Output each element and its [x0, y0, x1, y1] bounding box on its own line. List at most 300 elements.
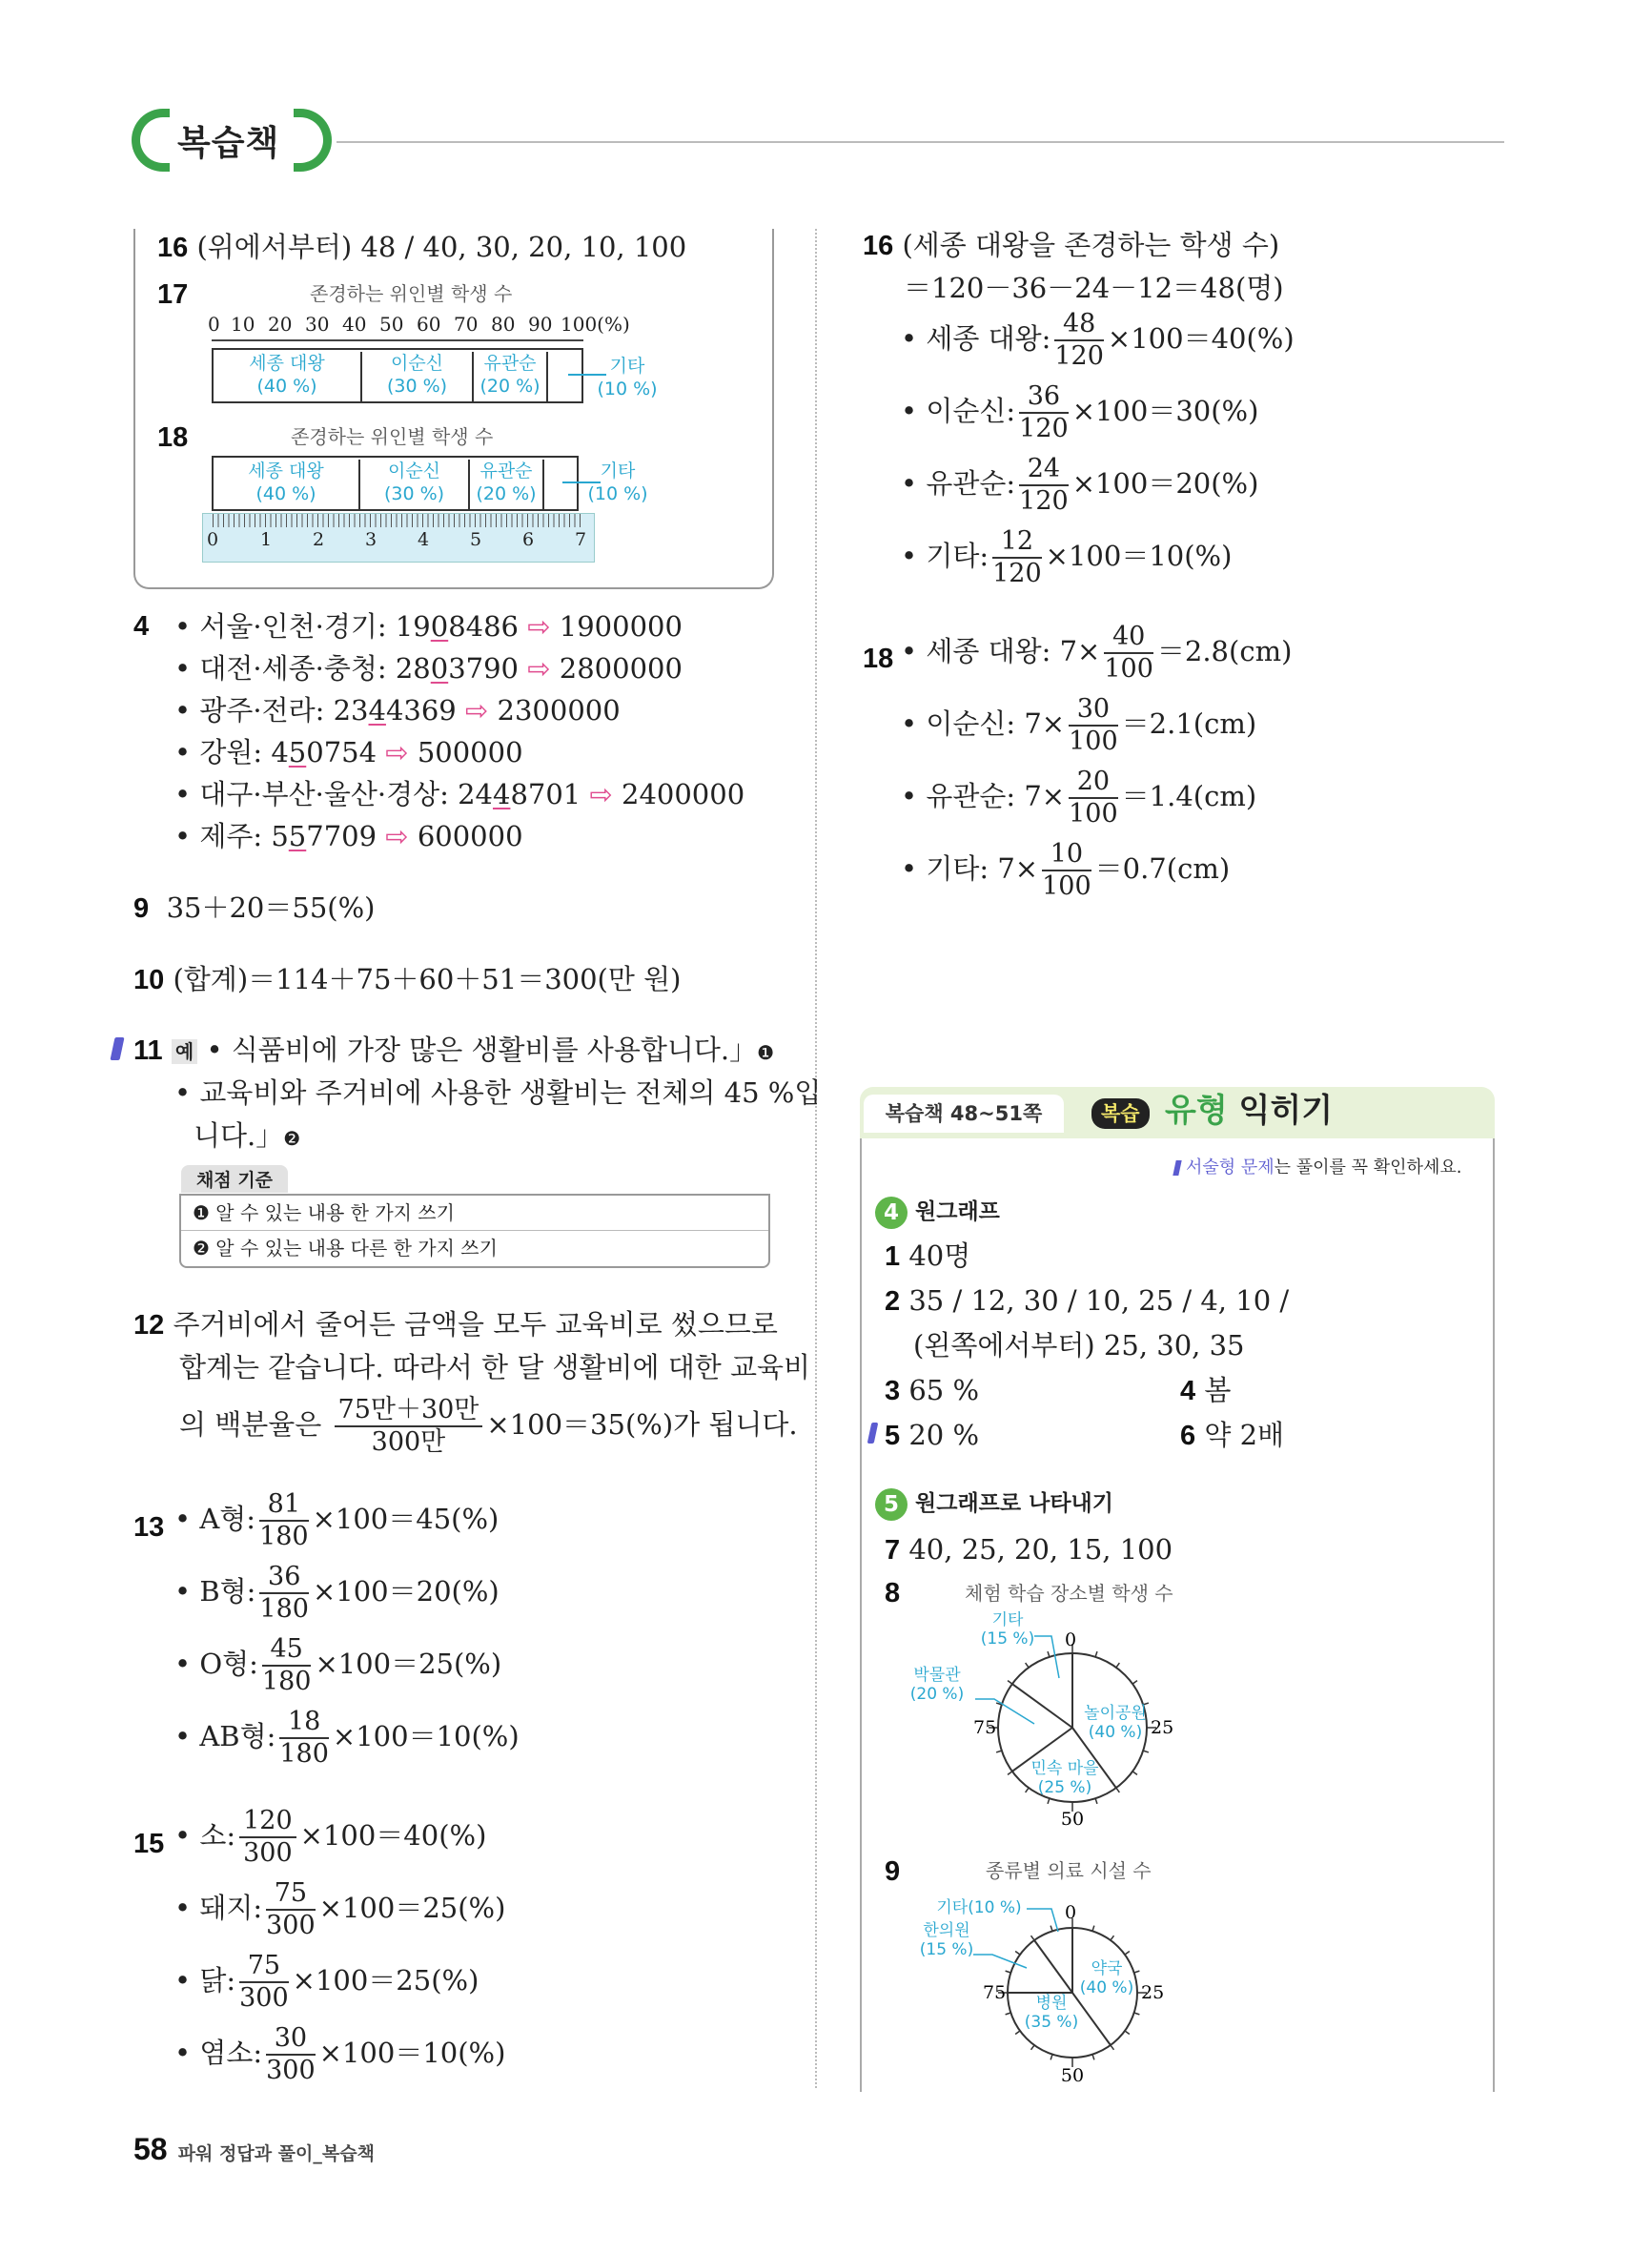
fraction-denominator: 100: [1069, 799, 1118, 829]
q4-item-result: 600000: [417, 820, 523, 852]
fraction-denominator: 100: [1069, 727, 1118, 756]
q4-item: [174, 776, 744, 818]
slice-name: 민속 마을: [1030, 1759, 1099, 1778]
r16-item: [901, 454, 1295, 526]
section-number-badge: 5: [875, 1488, 908, 1521]
q9-number: 9: [133, 893, 150, 924]
fraction-denominator: 120: [992, 559, 1042, 588]
segment-pct: (40 %): [255, 483, 316, 504]
q12-text-3-pre: 의 백분율은: [179, 1408, 322, 1441]
q4-item-result: 2400000: [622, 778, 745, 810]
ruler-label: 2: [313, 529, 325, 550]
item-fraction: [239, 1806, 296, 1869]
q4-item-result: 500000: [417, 736, 523, 768]
scale-label: 40: [342, 313, 367, 336]
q13-item: [174, 1634, 520, 1707]
tick-label-bottom: 50: [1060, 2065, 1085, 2086]
r18-item: [901, 839, 1292, 911]
fraction-numerator: 12: [992, 526, 1042, 559]
q4-item-underlined: 4: [368, 694, 386, 727]
q17-band: [212, 348, 583, 403]
q4-item-result: 1900000: [559, 610, 683, 643]
answer-number: 2: [885, 1286, 901, 1317]
pie-tick: [1092, 1926, 1094, 1932]
q4-item-result: 2800000: [559, 652, 683, 685]
q11-text-1: • 식품비에 가장 많은 생활비를 사용합니다.」: [206, 1034, 758, 1066]
q15-list: [174, 1806, 505, 2096]
slice-name: 한의원: [923, 1921, 970, 1940]
callout-pct: (10 %): [587, 483, 648, 504]
segment-name: 이순신: [390, 353, 444, 374]
callout-name: 기타: [609, 356, 645, 377]
slice-name: 박물관: [913, 1666, 961, 1685]
answer-text: 40, 25, 20, 15, 100: [908, 1533, 1173, 1566]
item-rest: ×100＝20(%): [1071, 467, 1259, 500]
q4-item-result: 2300000: [497, 694, 621, 727]
item-fraction: [1019, 381, 1069, 444]
item-rest: ×100＝25(%): [315, 1648, 502, 1680]
r16-line1: [863, 227, 1279, 264]
criteria-title: 채점 기준: [181, 1165, 288, 1193]
q4-item-underlined: 5: [288, 736, 307, 768]
item-fraction: [262, 1634, 312, 1697]
fraction-numerator: 81: [259, 1489, 309, 1522]
fraction-numerator: 40: [1104, 622, 1153, 654]
q12-line1: [133, 1306, 778, 1343]
item-label: • O형:: [174, 1648, 258, 1680]
pie-tick: [1092, 2055, 1094, 2060]
item-rest: ×100＝30(%): [1071, 395, 1259, 427]
pie-tick: [1026, 1663, 1030, 1668]
item-fraction: [239, 1951, 289, 2014]
segment-pct: (30 %): [383, 483, 445, 504]
q4-item-pre: • 서울·인천·경기: 19: [174, 610, 431, 643]
round-arrow-icon: ⇨: [527, 610, 551, 643]
answer-text: 봄: [1204, 1374, 1232, 1406]
item-label: • AB형:: [174, 1720, 276, 1752]
note-highlight: 서술형 문제: [1186, 1157, 1275, 1178]
q4-item: [174, 692, 744, 734]
item-fraction: [1019, 454, 1069, 517]
answer-8-number: 8: [885, 1578, 901, 1608]
q12-text-1: 주거비에서 줄어든 금액을 모두 교육비로 썼으므로: [173, 1308, 778, 1341]
answer-8-title: 체험 학습 장소별 학생 수: [965, 1582, 1173, 1605]
fraction-numerator: 45: [262, 1634, 312, 1667]
fraction-numerator: 18: [279, 1707, 329, 1739]
item-fraction: [266, 1878, 316, 1941]
pie-tick: [1048, 1651, 1050, 1657]
item-label: • 유관순: 7×: [901, 780, 1066, 812]
fraction-denominator: 100: [1104, 654, 1153, 684]
q12-line3: [179, 1395, 798, 1458]
item-fraction: [259, 1489, 309, 1552]
header-right-bracket: [294, 109, 332, 172]
fraction-numerator: 36: [1019, 381, 1069, 414]
ruler-label: 5: [470, 529, 482, 550]
segment-name: 유관순: [483, 353, 537, 374]
item-rest: ×100＝20(%): [312, 1575, 500, 1608]
item-label: • 닭:: [174, 1964, 236, 1997]
column-divider: [815, 229, 817, 2088]
segment-pct: (30 %): [386, 376, 448, 397]
q13-item: [174, 1489, 520, 1562]
q18-segment-yugwansun: [470, 460, 544, 509]
q11-mark-1: ❶: [757, 1041, 775, 1064]
slice-pct: (40 %): [1079, 1978, 1134, 1997]
fraction-denominator: 180: [279, 1739, 329, 1769]
fraction-numerator: 120: [239, 1806, 296, 1838]
example-badge: 예: [172, 1039, 197, 1064]
scale-label: 0: [208, 313, 220, 336]
q12-number: 12: [133, 1310, 165, 1341]
answer-number: 6: [1180, 1421, 1196, 1451]
item-fraction: [1069, 694, 1118, 757]
fraction-denominator: 300: [239, 1983, 289, 2013]
answer-text: 35 / 12, 30 / 10, 25 / 4, 10 /: [908, 1284, 1290, 1317]
item-fraction: [1104, 622, 1153, 685]
q12-fraction: [335, 1395, 483, 1458]
answer-number: 7: [885, 1535, 901, 1566]
footer-text: 파워 정답과 풀이_복습책: [177, 2143, 375, 2164]
q4-item-pre: • 제주: 5: [174, 820, 289, 852]
header-badge: 복습책: [177, 124, 280, 163]
pie-tick: [1026, 1788, 1030, 1792]
q4-item-underlined: 5: [288, 820, 307, 852]
pie-slice-divider: [1012, 1684, 1072, 1728]
pie-slice-divider: [1034, 1940, 1072, 1993]
tick-label-right: 25: [1151, 1717, 1174, 1738]
tick-label-top: 0: [1064, 1629, 1077, 1650]
pie-tick: [1008, 1772, 1012, 1775]
round-arrow-icon: ⇨: [464, 694, 489, 727]
fraction-denominator: 100: [1042, 871, 1091, 901]
pie-tick: [996, 1751, 1002, 1752]
review-tag: 복습: [1091, 1098, 1150, 1129]
answer-9-number: 9: [885, 1856, 901, 1887]
criteria-table: [179, 1194, 770, 1268]
slice-name: 기타: [991, 1611, 1024, 1629]
q4-item-post: 8701: [510, 778, 581, 810]
fraction-numerator: 75만＋30만: [335, 1395, 483, 1427]
item-label: • 이순신:: [901, 395, 1016, 427]
item-label: • 세종 대왕: 7×: [901, 635, 1101, 667]
pie-tick: [1008, 1681, 1012, 1685]
pie-tick: [1006, 2013, 1011, 2015]
q4-item-underlined: 0: [430, 652, 449, 685]
segment-name: 세종 대왕: [248, 461, 324, 481]
r16-number: 16: [863, 231, 894, 261]
q15-item: [174, 1951, 505, 2023]
q9-line: [133, 890, 375, 927]
segment-pct: (20 %): [479, 376, 540, 397]
q4-item-post: 8486: [448, 610, 520, 643]
pie-tick: [1116, 1663, 1120, 1668]
footer: [133, 2132, 375, 2167]
item-fraction: [992, 526, 1042, 589]
answer-number: 5: [885, 1421, 901, 1451]
q4-item: [174, 608, 744, 650]
scale-label: 70: [454, 313, 479, 336]
r18-item: [901, 694, 1292, 767]
q4-item-pre: • 광주·전라: 23: [174, 694, 369, 727]
pie-tick: [1132, 1681, 1137, 1685]
tick-label-bottom: 50: [1060, 1809, 1085, 1830]
fraction-numerator: 10: [1042, 839, 1091, 871]
item-rest: ×100＝10(%): [318, 2037, 506, 2069]
r18-list: [901, 622, 1292, 911]
slice-name: 약국: [1091, 1959, 1123, 1978]
pie-chart-9: [901, 1886, 1206, 2107]
answer-number: 3: [885, 1376, 901, 1406]
pie-tick: [1048, 1798, 1050, 1804]
section4-heading: [875, 1194, 1000, 1229]
q13-item: [174, 1562, 520, 1634]
review-title-b: 익히기: [1238, 1092, 1334, 1130]
item-label: • 유관순:: [901, 467, 1016, 500]
item-label: • 기타: 7×: [901, 852, 1039, 885]
item-fraction: [279, 1707, 329, 1770]
fraction-denominator: 120: [1054, 341, 1104, 371]
answer-text: 40명: [908, 1239, 971, 1272]
pie-chart-8: [901, 1611, 1206, 1840]
q9-text: 35＋20＝55(%): [166, 891, 376, 924]
q11-line2: • 교육비와 주거비에 사용한 생활비는 전체의 45 %입: [174, 1076, 822, 1109]
q4-item: [174, 650, 744, 692]
note-rest: 는 풀이를 꼭 확인하세요.: [1274, 1157, 1462, 1178]
pie-tick: [1132, 1772, 1137, 1775]
header-left-bracket: [132, 109, 170, 172]
fraction-numerator: 20: [1069, 767, 1118, 799]
ruler-ticks: [213, 514, 581, 527]
section-title: 원그래프: [915, 1199, 1000, 1224]
q17-axis: [212, 339, 583, 341]
q4-item: [174, 818, 744, 860]
answer-text: 약 2배: [1204, 1419, 1285, 1451]
r16-list: [901, 309, 1295, 599]
section5-heading: [875, 1485, 1113, 1521]
item-fraction: [1054, 309, 1104, 372]
page-number: 58: [133, 2132, 168, 2166]
q12-line2: 합계는 같습니다. 따라서 한 달 생활비에 대한 교육비: [179, 1351, 811, 1383]
item-rest: ＝2.1(cm): [1121, 707, 1257, 740]
item-rest: ×100＝10(%): [1045, 540, 1233, 572]
fraction-numerator: 30: [1069, 694, 1118, 727]
q4-list: [174, 608, 744, 860]
q13-list: [174, 1489, 520, 1779]
round-arrow-icon: ⇨: [385, 736, 409, 768]
q11-number: 11: [133, 1035, 163, 1066]
callout-pct: (10 %): [597, 379, 658, 399]
ruler-label: 4: [418, 529, 430, 550]
r18-number: 18: [863, 644, 894, 674]
fraction-numerator: 75: [239, 1951, 289, 1983]
q4-number: 4: [133, 611, 150, 642]
answer-7: [885, 1531, 1173, 1568]
pie-tick: [1134, 2013, 1140, 2015]
r16-item: [901, 381, 1295, 454]
item-rest: ×100＝25(%): [318, 1892, 506, 1924]
ruler-label: 0: [207, 529, 219, 550]
q18-band: [212, 456, 579, 511]
ruler-label: 6: [522, 529, 535, 550]
q15-number: 15: [133, 1829, 165, 1859]
segment-pct: (20 %): [476, 483, 537, 504]
q18-segment-sejong: [214, 460, 360, 509]
pie-tick: [1111, 2045, 1114, 2050]
item-label: • 소:: [174, 1819, 236, 1852]
pie-tick: [1095, 1651, 1097, 1657]
r18-item: [901, 767, 1292, 839]
slice-pct: (15 %): [919, 1940, 974, 1959]
q10-text: (합계)＝114＋75＋60＋51＝300(만 원): [173, 963, 682, 995]
item-rest: ＝1.4(cm): [1121, 780, 1257, 812]
item-label: • 세종 대왕:: [901, 322, 1051, 355]
q15-item: [174, 2023, 505, 2096]
ruler-label: 3: [365, 529, 377, 550]
ruler: [202, 513, 595, 563]
item-rest: ×100＝25(%): [292, 1964, 479, 1997]
tick-label-top: 0: [1064, 1902, 1077, 1923]
slice-name: 놀이공원: [1084, 1704, 1147, 1723]
pie-tick: [1015, 1952, 1020, 1956]
scale-label: 50: [379, 313, 404, 336]
fraction-denominator: 300만: [371, 1427, 446, 1457]
criteria-row: ❶ 알 수 있는 내용 한 가지 쓰기: [181, 1196, 768, 1231]
fraction-denominator: 120: [1019, 486, 1069, 516]
scale-label: 80: [491, 313, 516, 336]
review-note: [1174, 1154, 1461, 1178]
q4-item-post: 7709: [306, 820, 377, 852]
scale-label: 100(%): [561, 313, 630, 336]
pie-tick: [1111, 1936, 1114, 1940]
pie-tick: [1095, 1798, 1097, 1804]
fraction-numerator: 48: [1054, 309, 1104, 341]
q17-callout: [589, 355, 665, 400]
r18-item: [901, 622, 1292, 694]
q16-line: [157, 229, 686, 266]
segment-name: 이순신: [387, 461, 441, 481]
r16-item: [901, 526, 1295, 599]
slice-pct: (15 %): [980, 1629, 1035, 1649]
item-fraction: [259, 1562, 309, 1625]
r16-line2: ＝120－36－24－12＝48(명): [904, 272, 1284, 304]
answer-6: [1180, 1417, 1284, 1454]
q16-number: 16: [157, 233, 189, 263]
q13-item: [174, 1707, 520, 1779]
pie-tick: [1125, 2031, 1130, 2035]
tick-label-left: 75: [983, 1982, 1007, 2003]
fraction-denominator: 180: [259, 1522, 309, 1551]
review-title: [1165, 1091, 1333, 1131]
q4-item: [174, 734, 744, 776]
pencil-icon: [1173, 1160, 1181, 1176]
pie-tick: [1050, 1926, 1052, 1932]
q4-item-post: 3790: [448, 652, 520, 685]
pie-tick: [1031, 1936, 1035, 1940]
q4-item-pre: • 대전·세종·충청: 28: [174, 652, 431, 685]
answer-8-chart: [901, 1611, 1206, 1840]
criteria-row: ❷ 알 수 있는 내용 다른 한 가지 쓰기: [193, 1237, 498, 1260]
item-label: • 염소:: [174, 2037, 263, 2069]
q10-line: [133, 961, 681, 998]
pie-tick: [1116, 1788, 1120, 1792]
scale-label: 20: [268, 313, 293, 336]
q4-item-pre: • 강원: 4: [174, 736, 289, 768]
pie-tick: [1031, 2045, 1035, 2050]
round-arrow-icon: ⇨: [527, 652, 551, 685]
fraction-denominator: 300: [243, 1838, 293, 1868]
q18-callout: [580, 460, 656, 505]
q10-number: 10: [133, 965, 165, 995]
item-label: • B형:: [174, 1575, 256, 1608]
segment-pct: (40 %): [256, 376, 317, 397]
tick-label-right: 25: [1141, 1982, 1165, 2003]
ruler-label: 7: [575, 529, 587, 550]
scale-label: 10: [231, 313, 255, 336]
pie-tick: [1050, 2055, 1052, 2060]
pie-tick: [1134, 1971, 1140, 1973]
item-label: • 기타:: [901, 540, 989, 572]
scale-label: 30: [305, 313, 330, 336]
fraction-denominator: 300: [266, 2056, 316, 2085]
q15-item: [174, 1878, 505, 1951]
item-rest: ＝2.8(cm): [1156, 635, 1293, 667]
q4-item-post: 0754: [306, 736, 377, 768]
section-title: 원그래프로 나타내기: [915, 1491, 1113, 1516]
fraction-numerator: 24: [1019, 454, 1069, 486]
answer-number: 4: [1180, 1376, 1196, 1406]
pie-tick: [1006, 1971, 1011, 1973]
q18-segment-yisunsin: [360, 460, 470, 509]
item-rest: ×100＝10(%): [332, 1720, 520, 1752]
answer-2: [885, 1282, 1289, 1320]
q4-item-underlined: 4: [492, 778, 511, 810]
review-page-ref: 복습책 48~51쪽: [864, 1095, 1064, 1133]
item-label: • A형:: [174, 1503, 256, 1535]
q17-segment-yisunsin: [362, 352, 474, 401]
item-rest: ×100＝45(%): [312, 1503, 500, 1535]
q17-title: 존경하는 위인별 학생 수: [310, 282, 513, 305]
scale-label: 60: [417, 313, 441, 336]
slice-pct: (20 %): [909, 1685, 965, 1704]
round-arrow-icon: ⇨: [589, 778, 613, 810]
round-arrow-icon: ⇨: [385, 820, 409, 852]
answer-9-title: 종류별 의료 시설 수: [986, 1859, 1152, 1882]
q17-segment-yugwansun: [474, 352, 548, 401]
slice-pct: (40 %): [1088, 1723, 1143, 1742]
segment-name: 세종 대왕: [249, 353, 325, 374]
fraction-denominator: 120: [1019, 414, 1069, 443]
callout-name: 기타: [600, 461, 636, 481]
q4-item-post: 4369: [385, 694, 457, 727]
item-label: • 이순신: 7×: [901, 707, 1066, 740]
q17-scale: [208, 313, 742, 336]
q18-number: 18: [157, 422, 189, 453]
ruler-label: 1: [260, 529, 273, 550]
item-label: • 돼지:: [174, 1892, 263, 1924]
slice-pct: (25 %): [1037, 1778, 1092, 1797]
pie-tick: [1143, 1751, 1149, 1752]
header: [132, 103, 1504, 179]
pie-tick: [1015, 2031, 1020, 2035]
slice-pct: (35 %): [1024, 2013, 1079, 2032]
q11-mark-2: ❷: [283, 1127, 301, 1150]
pie-tick: [1125, 1952, 1130, 1956]
answer-5: [885, 1417, 979, 1454]
answer-3: [885, 1372, 979, 1409]
answer-1: [885, 1238, 970, 1275]
q4-item-pre: • 대구·부산·울산·경상: 24: [174, 778, 493, 810]
